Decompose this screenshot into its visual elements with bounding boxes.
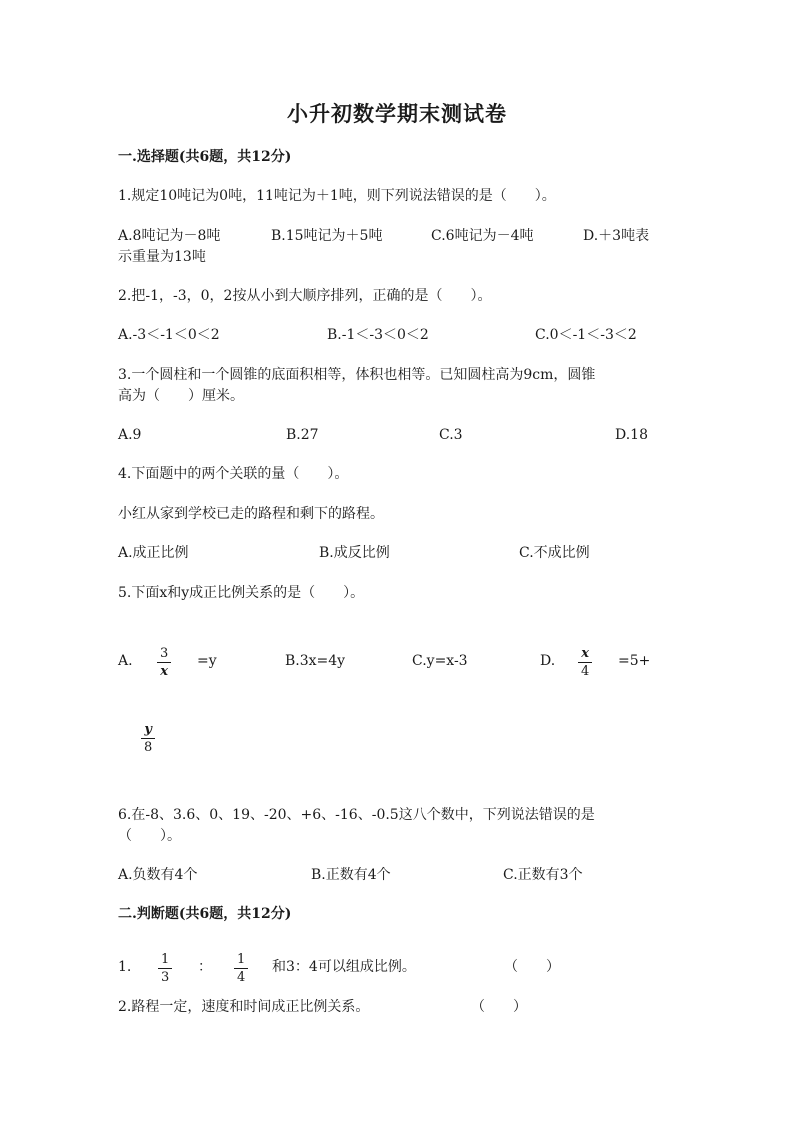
q6-option-a: A.负数有4个 (118, 867, 198, 883)
q4-option-b: B.成反比例 (319, 545, 390, 561)
q1-option-c: C.6吨记为－4吨 (431, 228, 534, 244)
q5-option-d-rest: =5+ (618, 653, 651, 669)
fraction-numerator: 3 (157, 646, 171, 663)
q5-option-d-label: D. (540, 653, 556, 669)
q5-option-a-rest: =y (197, 653, 217, 669)
tf-q1-ratio-colon: ： (198, 959, 212, 975)
q6-option-b: B.正数有4个 (311, 867, 391, 883)
q5-option-c: C.y=x-3 (412, 653, 468, 669)
q5-option-a-fraction (157, 646, 171, 679)
question-5-stem: 5.下面x和y成正比例关系的是（ ）。 (118, 585, 365, 601)
q5-option-a-label: A. (118, 653, 133, 669)
question-1-stem: 1.规定10吨记为0吨，11吨记为＋1吨，则下列说法错误的是（ ）。 (118, 188, 556, 204)
question-3-stem-continued: 高为（ ）厘米。 (118, 388, 244, 404)
q2-option-c: C.0＜-1＜-3＜2 (535, 327, 637, 343)
q2-option-b: B.-1＜-3＜0＜2 (327, 327, 429, 343)
q6-option-c: C.正数有3个 (503, 867, 583, 883)
fraction-numerator: 1 (234, 952, 248, 969)
question-6-stem-continued: （ ）。 (118, 828, 181, 844)
question-6-stem: 6.在-8、3.6、0、19、-20、+6、-16、-0.5这八个数中，下列说法错误的是 (118, 807, 595, 823)
tf-question-1-text: 和3：4可以组成比例。 (272, 959, 416, 975)
tf-q1-fraction-one-quarter (234, 952, 248, 985)
q3-option-c: C.3 (439, 427, 463, 443)
page-title: 小升初数学期末测试卷 (287, 101, 507, 126)
q4-option-c: C.不成比例 (519, 545, 590, 561)
section-heading-choice: 一.选择题(共6题，共12分) (118, 149, 292, 165)
tf-q1-fraction-one-third (158, 952, 172, 985)
tf-question-2-stem: 2.路程一定，速度和时间成正比例关系。 (118, 999, 370, 1015)
section-heading-true-false: 二.判断题(共6题，共12分) (118, 906, 292, 922)
fraction-numerator: 1 (158, 952, 172, 969)
q4-option-a: A.成正比例 (118, 545, 189, 561)
fraction-denominator: 8 (144, 740, 153, 755)
q5-option-d-fraction-continued (141, 722, 155, 755)
fraction-denominator: 4 (237, 970, 246, 985)
fraction-denominator: 3 (161, 970, 170, 985)
q2-option-a: A.-3＜-1＜0＜2 (118, 327, 220, 343)
q3-option-b: B.27 (286, 427, 319, 443)
q1-option-d: D.＋3吨表 (583, 228, 650, 244)
q5-option-b: B.3x=4y (285, 653, 346, 669)
fraction-numerator: y (141, 722, 155, 739)
q3-option-d: D.18 (615, 427, 648, 443)
fraction-denominator: 4 (581, 664, 590, 679)
question-2-stem: 2.把-1，-3，0，2按从小到大顺序排列，正确的是（ ）。 (118, 288, 492, 304)
tf-question-1-number: 1. (118, 959, 132, 975)
question-3-stem: 3.一个圆柱和一个圆锥的底面积相等，体积也相等。已知圆柱高为9cm，圆锥 (118, 367, 596, 383)
q1-option-a: A.8吨记为－8吨 (118, 228, 221, 244)
q1-option-d-continued: 示重量为13吨 (118, 249, 206, 265)
fraction-denominator: x (160, 664, 169, 679)
tf-question-2-answer-blank: （ ） (471, 999, 527, 1015)
q5-option-d-fraction (578, 646, 592, 679)
question-4-stem: 4.下面题中的两个关联的量（ ）。 (118, 466, 349, 482)
fraction-numerator: x (578, 646, 592, 663)
tf-question-1-answer-blank: （ ） (504, 959, 560, 975)
q3-option-a: A.9 (118, 427, 142, 443)
question-4-context: 小红从家到学校已走的路程和剩下的路程。 (118, 506, 384, 522)
q1-option-b: B.15吨记为＋5吨 (271, 228, 383, 244)
